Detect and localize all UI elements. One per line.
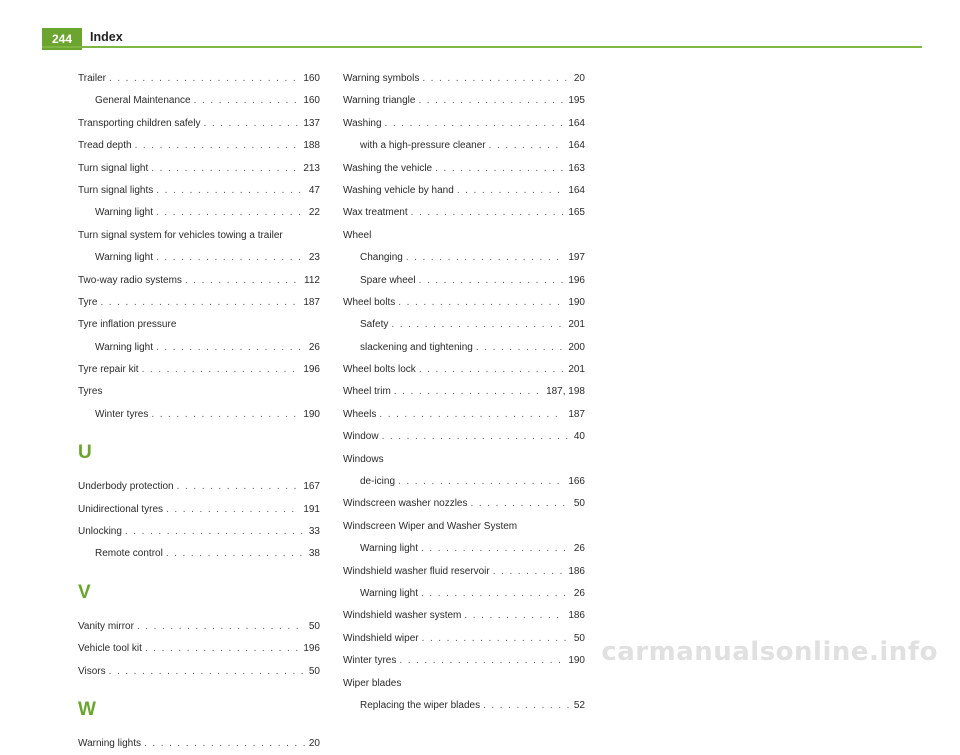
dot-leader [422,628,570,650]
header-rule [42,46,922,48]
index-term: Turn signal light [78,162,149,174]
index-term: Tyre inflation pressure [78,319,177,331]
index-entry [343,381,585,403]
index-term: Replacing the wiper blades [360,699,481,711]
index-entry [78,113,320,135]
index-subentry [343,135,585,157]
dot-leader [177,476,300,498]
dot-leader [419,359,565,381]
index-page-ref: 213 [303,162,320,174]
index-subentry [343,247,585,269]
dot-leader [406,247,565,269]
index-page-ref: 20 [573,73,585,84]
dot-leader [109,661,305,683]
dot-leader [398,471,564,493]
index-entry [78,638,320,660]
dot-leader [483,695,570,717]
index-page-ref: 112 [304,274,320,286]
index-section-letter: V [78,581,91,603]
dot-leader [203,113,299,135]
index-entry [78,499,320,521]
index-term: de-icing [360,476,396,488]
index-page-ref: 165 [568,207,585,219]
index-entry [78,270,320,292]
page-header [42,28,922,50]
index-term: Remote control [95,548,163,560]
index-entry [343,158,585,180]
index-term: Windshield washer fluid reservoir [343,565,490,577]
index-page-ref: 196 [303,643,320,655]
index-term: Wheel bolts [343,296,396,308]
index-subentry [343,471,585,493]
index-page-ref: 200 [568,341,585,353]
index-term: Wheel trim [343,386,391,398]
index-subentry [78,404,320,426]
index-page-ref: 191 [303,503,320,515]
index-entry [343,292,585,314]
index-entry [343,516,585,538]
index-section-letter: U [78,442,92,464]
index-page-ref: 20 [308,737,320,749]
index-term: Tyres [78,386,103,398]
dot-leader [100,292,299,314]
index-page-ref: 26 [308,341,320,353]
dot-leader [471,493,570,515]
dot-leader [422,68,570,90]
index-term: Turn signal system for vehicles towing a trailer [78,229,283,241]
index-subentry [343,538,585,560]
index-page-ref: 196 [303,364,320,376]
index-page-ref: 187 [568,408,585,420]
index-entry [78,292,320,314]
index-entry [78,661,320,683]
index-page-ref: 186 [568,565,585,577]
index-page-ref: 196 [568,274,585,286]
index-page-ref: 26 [573,587,585,599]
index-entry [78,225,320,247]
index-page-ref: 190 [568,655,585,667]
dot-leader [156,202,305,224]
dot-leader [399,650,564,672]
dot-leader [476,337,564,359]
watermark: carmanualsonline.info [601,637,938,667]
dot-leader [145,638,299,660]
index-subentry [78,337,320,359]
dot-leader [142,359,300,381]
index-term: Warning light [95,341,153,353]
dot-leader [382,426,570,448]
index-page-ref: 167 [303,481,320,493]
dot-leader [185,270,300,292]
index-term: Wheel [343,229,372,241]
index-term: Washing vehicle by hand [343,184,454,196]
index-entry [343,113,585,135]
index-term: Windshield wiper [343,632,419,644]
index-entry [343,673,585,695]
index-page-ref: 164 [568,140,585,152]
index-subentry [78,247,320,269]
dot-leader [144,733,305,755]
index-term: Warning symbols [343,73,420,84]
dot-leader [109,68,299,90]
index-term: slackening and tightening [360,341,473,353]
dot-leader [135,135,300,157]
dot-leader [457,180,565,202]
index-entry [343,426,585,448]
index-entry [343,202,585,224]
dot-leader [151,404,299,426]
index-term: Wiper blades [343,677,402,689]
dot-leader [137,616,305,638]
index-page-ref: 50 [573,632,585,644]
index-entry [343,359,585,381]
index-term: Windscreen washer nozzles [343,498,468,510]
index-entry [78,68,320,90]
index-term: Safety [360,319,389,331]
index-entry [78,135,320,157]
index-term: Warning light [360,587,418,599]
dot-leader [156,247,305,269]
index-entry [343,404,585,426]
index-page-ref: 22 [308,207,320,219]
index-page-ref: 197 [568,252,585,264]
index-term: Spare wheel [360,274,416,286]
index-entry [343,68,585,90]
dot-leader [194,90,300,112]
index-entry [78,314,320,336]
index-entry [343,493,585,515]
dot-leader [435,158,564,180]
dot-leader [166,499,299,521]
dot-leader [418,90,564,112]
index-entry [78,158,320,180]
index-term: Transporting children safely [78,117,201,129]
index-term: Warning triangle [343,95,416,107]
index-term: Winter tyres [343,655,397,667]
index-subentry [78,543,320,565]
index-term: Changing [360,252,403,264]
index-entry [343,225,585,247]
index-term: Vanity mirror [78,620,134,632]
index-page-ref: 52 [573,699,585,711]
dot-leader [464,605,564,627]
index-term: Two-way radio systems [78,274,182,286]
index-term: Warning light [95,252,153,264]
index-term: Vehicle tool kit [78,643,142,655]
index-term: Window [343,431,379,443]
index-page-ref: 160 [303,73,320,84]
index-term: with a high-pressure cleaner [360,140,486,152]
index-page-ref: 23 [308,252,320,264]
index-term: Washing [343,117,382,129]
index-term: Windscreen Wiper and Washer System [343,520,518,532]
dot-leader [156,180,305,202]
dot-leader [411,202,565,224]
dot-leader [493,561,565,583]
dot-leader [125,521,305,543]
index-subentry [343,695,585,717]
index-page-ref: 190 [568,296,585,308]
index-entry [78,180,320,202]
index-term: Warning lights [78,737,141,749]
index-subentry [78,90,320,112]
index-subentry [78,202,320,224]
index-entry [78,733,320,755]
index-page-ref: 201 [568,364,585,376]
index-page-ref: 137 [303,117,320,129]
index-page-ref: 50 [573,498,585,510]
index-page-ref: 26 [573,543,585,555]
index-page-ref: 164 [568,184,585,196]
index-entry [343,180,585,202]
index-column-left [78,68,320,755]
dot-leader [156,337,305,359]
dot-leader [398,292,564,314]
index-entry [343,90,585,112]
index-entry [78,521,320,543]
index-page-ref: 163 [568,162,585,174]
index-page-ref: 195 [568,95,585,107]
index-entry [78,616,320,638]
index-term: Tyre repair kit [78,364,139,376]
dot-leader [391,314,564,336]
index-column-right [343,68,585,717]
index-term: Turn signal lights [78,184,154,196]
dot-leader [421,583,570,605]
index-term: Underbody protection [78,481,174,493]
index-term: Unlocking [78,526,122,538]
index-page-ref: 38 [308,548,320,560]
index-term: Wheels [343,408,377,420]
dot-leader [166,543,305,565]
dot-leader [385,113,565,135]
index-term: Windshield washer system [343,610,462,622]
page-title: Index [90,30,123,44]
index-term: General Maintenance [95,95,191,107]
index-term: Unidirectional tyres [78,503,164,515]
index-page-ref: 187 [303,296,320,308]
dot-leader [379,404,564,426]
dot-leader [394,381,542,403]
index-term: Warning light [95,207,153,219]
dot-leader [419,270,565,292]
index-term: Tyre [78,296,98,308]
index-entry [343,561,585,583]
dot-leader [151,158,299,180]
index-page-ref: 40 [573,431,585,443]
index-entry [343,605,585,627]
index-page-ref: 187, 198 [546,386,585,398]
index-section-letter: W [78,698,96,720]
index-subentry [343,583,585,605]
index-term: Windows [343,453,384,465]
index-page-ref: 50 [308,620,320,632]
index-page-ref: 33 [308,526,320,538]
page-number: 244 [42,28,82,50]
index-term: Washing the vehicle [343,162,433,174]
index-entry [343,650,585,672]
index-page-ref: 190 [303,408,320,420]
dot-leader [421,538,570,560]
index-page-ref: 166 [568,476,585,488]
index-page-ref: 47 [308,184,320,196]
index-page-ref: 160 [303,95,320,107]
dot-leader [489,135,565,157]
index-term: Warning light [360,543,418,555]
index-subentry [343,314,585,336]
index-term: Wax treatment [343,207,408,219]
index-entry [343,449,585,471]
index-entry [78,476,320,498]
index-term: Wheel bolts lock [343,364,416,376]
index-subentry [343,270,585,292]
index-entry [78,359,320,381]
index-term: Winter tyres [95,408,149,420]
index-term: Tread depth [78,140,132,152]
index-subentry [343,337,585,359]
index-entry [343,628,585,650]
index-page-ref: 188 [303,140,320,152]
index-term: Visors [78,665,106,677]
index-page-ref: 164 [568,117,585,129]
index-page-ref: 201 [568,319,585,331]
index-entry [78,381,320,403]
index-page-ref: 186 [568,610,585,622]
index-page-ref: 50 [308,665,320,677]
index-term: Trailer [78,73,106,84]
